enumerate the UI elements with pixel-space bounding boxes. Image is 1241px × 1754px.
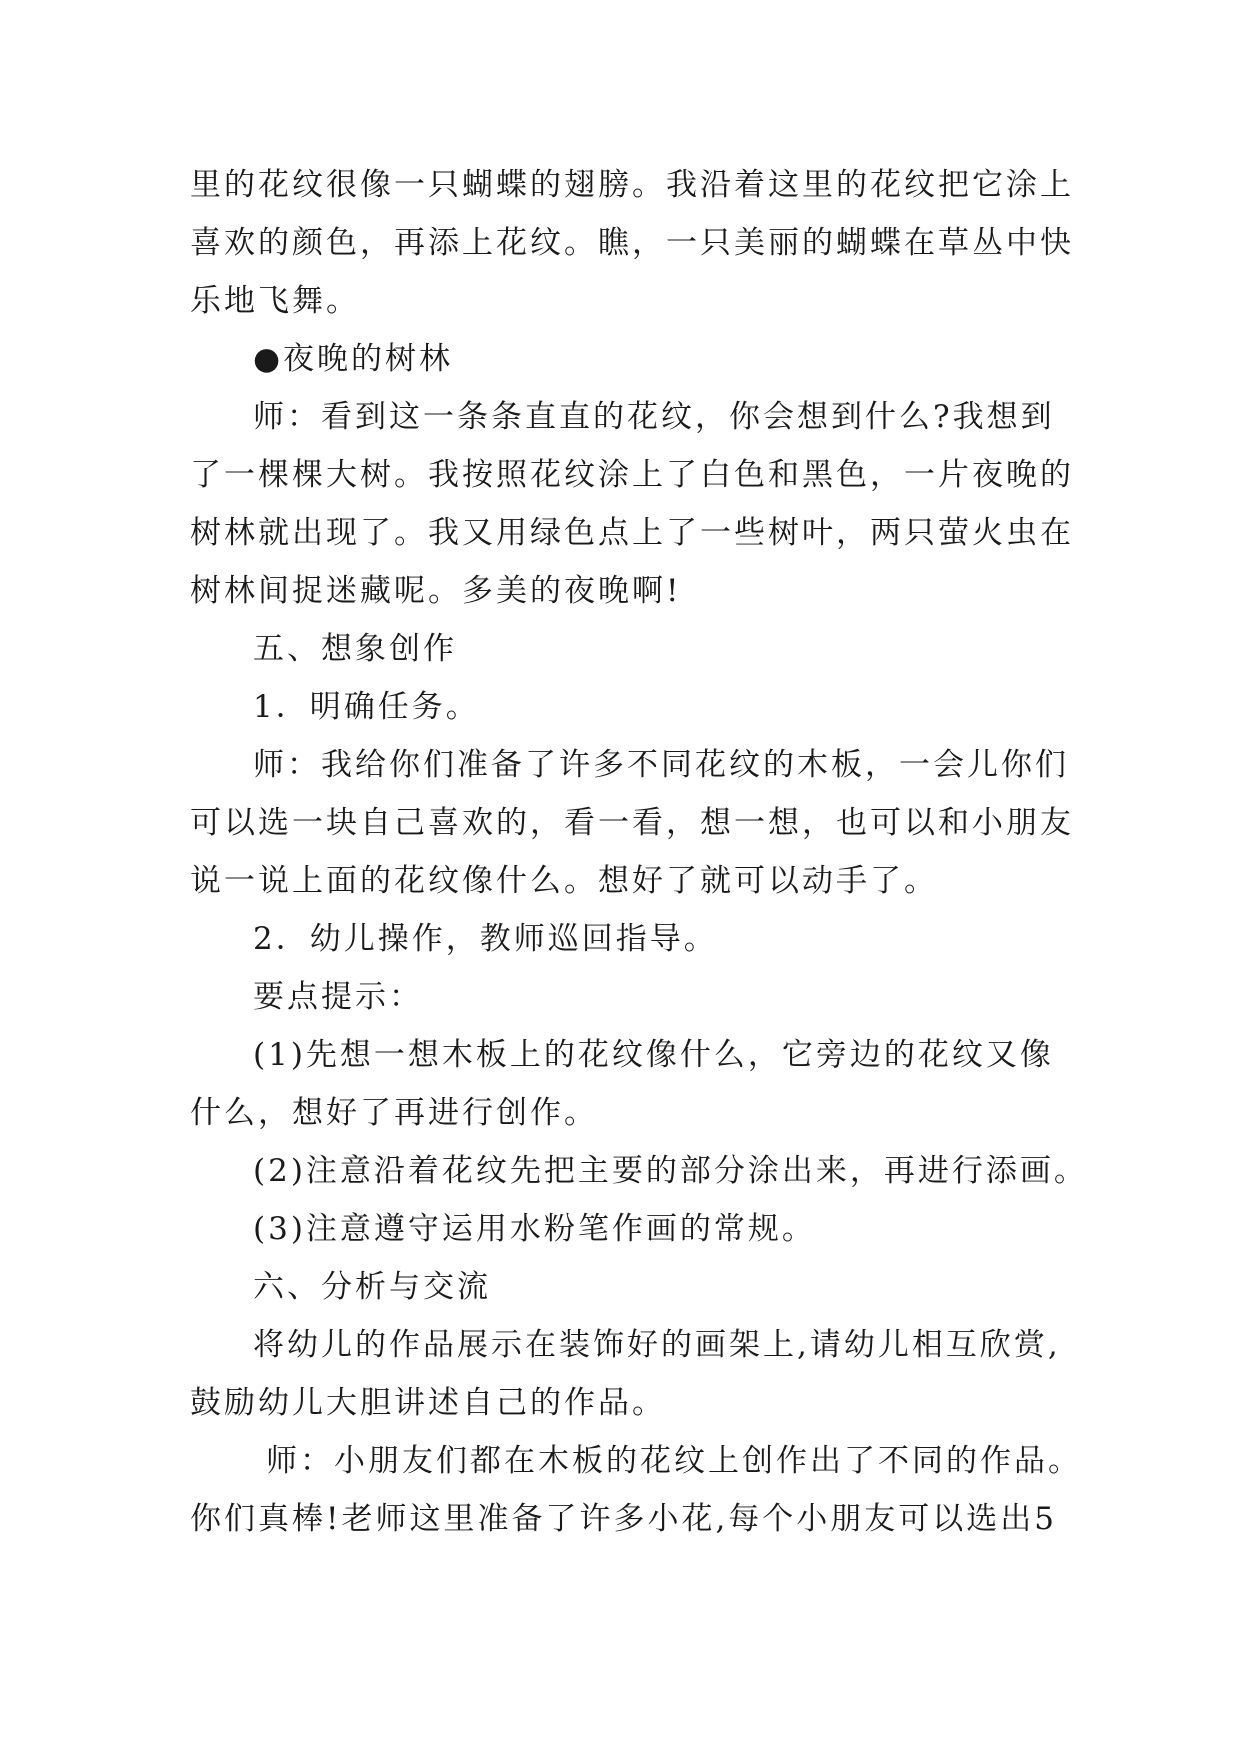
paragraph-line: 说一说上面的花纹像什么。想好了就可以动手了。	[190, 863, 938, 899]
paragraph-line: 树林就出现了。我又用绿色点上了一些树叶，两只萤火虫在	[190, 515, 1074, 551]
list-item: (1)先想一想木板上的花纹像什么，它旁边的花纹又像	[253, 1037, 1054, 1073]
paragraph-line: 喜欢的颜色，再添上花纹。瞧，一只美丽的蝴蝶在草丛中快	[190, 225, 1074, 261]
paragraph-line: 树林间捉迷藏呢。多美的夜晚啊!	[190, 573, 682, 609]
paragraph-line: 师：看到这一条条直直的花纹，你会想到什么?我想到	[253, 399, 1055, 435]
paragraph-line: 乐地飞舞。	[190, 283, 360, 319]
paragraph-line: 你们真棒!老师这里准备了许多小花,每个小朋友可以选出5	[190, 1501, 1058, 1537]
section-heading-imagine-create: 五、想象创作	[253, 631, 457, 667]
section-heading-night-forest: ●夜晚的树林	[253, 341, 454, 377]
paragraph-line: 师：我给你们准备了许多不同花纹的木板，一会儿你们	[253, 747, 1069, 783]
list-item: 2．幼儿操作，教师巡回指导。	[253, 921, 718, 957]
paragraph-line: 要点提示：	[253, 979, 423, 1015]
paragraph-line: 了一棵棵大树。我按照花纹涂上了白色和黑色，一片夜晚的	[190, 457, 1074, 493]
section-heading-analysis: 六、分析与交流	[253, 1269, 491, 1305]
paragraph-line: 里的花纹很像一只蝴蝶的翅膀。我沿着这里的花纹把它涂上	[190, 167, 1074, 203]
paragraph-line: 师：小朋友们都在木板的花纹上创作出了不同的作品。	[266, 1443, 1082, 1479]
list-item: (3)注意遵守运用水粉笔作画的常规。	[253, 1211, 816, 1247]
list-item: 1．明确任务。	[253, 689, 480, 725]
paragraph-line: 可以选一块自己喜欢的，看一看，想一想，也可以和小朋友	[190, 805, 1074, 841]
paragraph-line: 将幼儿的作品展示在装饰好的画架上,请幼儿相互欣赏,	[253, 1327, 1061, 1363]
list-item: (2)注意沿着花纹先把主要的部分涂出来，再进行添画。	[253, 1153, 1088, 1189]
paragraph-line: 鼓励幼儿大胆讲述自己的作品。	[190, 1385, 666, 1421]
paragraph-line: 什么，想好了再进行创作。	[190, 1095, 598, 1131]
